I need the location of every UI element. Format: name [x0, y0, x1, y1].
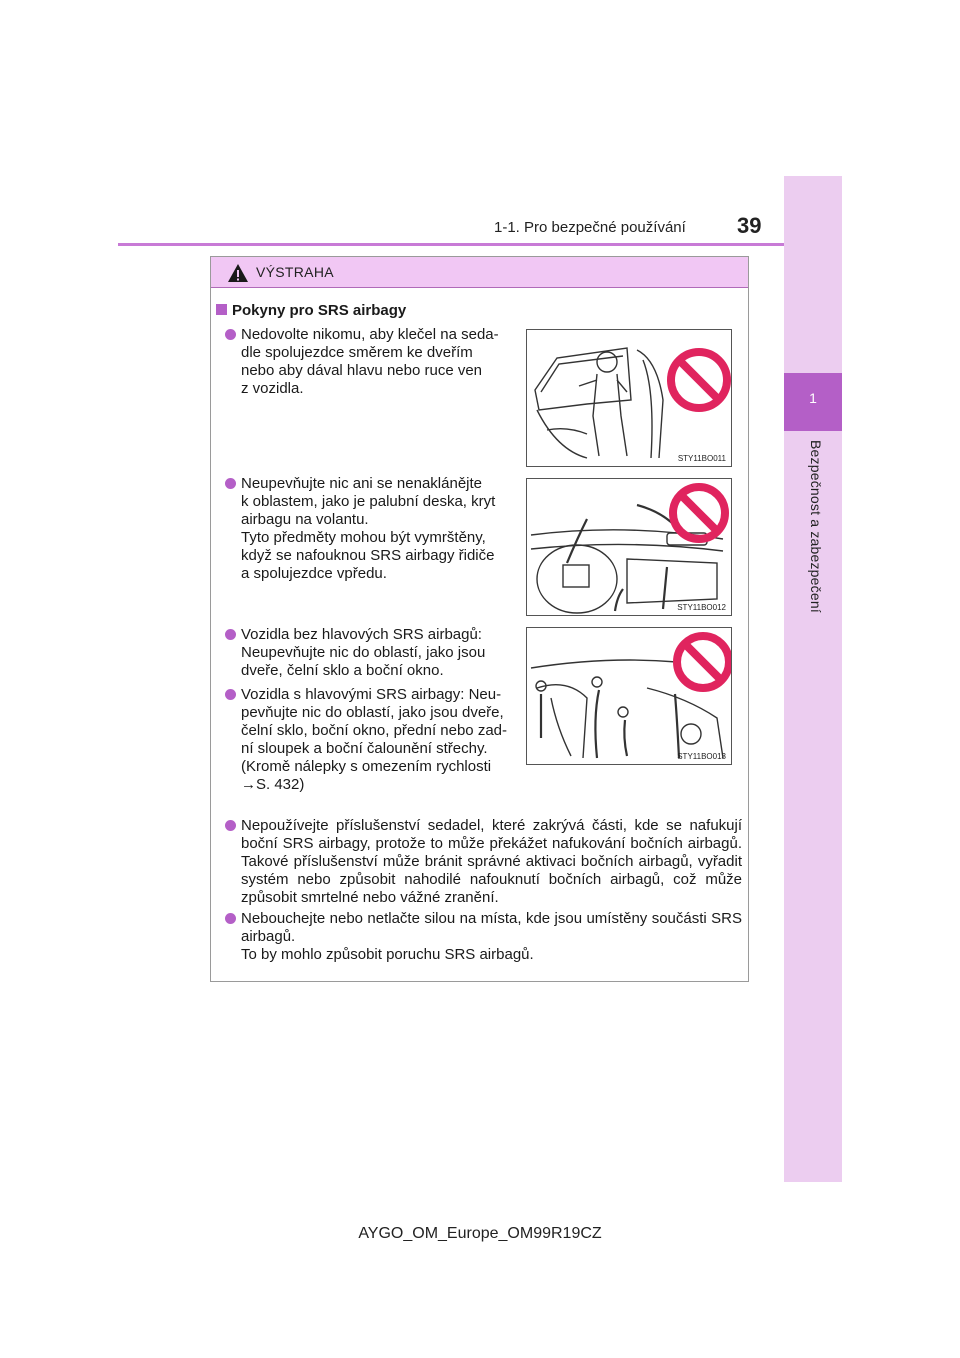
list-item: Nepoužívejte příslušenství sedadel, které zakrývá části, kde se nafukují boční SRS airbagy, protože to může překážet nafukování bočních airbagů. Takové příslušenství může bránit správné aktivaci bočních airbagů, vyřadit systém nebo způsobit nahodilé nafouknutí bočních airbagů, což může způsobit smrtelné nebo vážné zranění. — [225, 817, 742, 907]
figure-code: STY11BO011 — [677, 454, 726, 463]
bullet-dot-icon — [225, 820, 236, 831]
page-number: 39 — [737, 213, 762, 238]
list-item: Neupevňujte nic ani se nenaklánějte k oblastem, jako je palubní deska, kryt airbagu na volantu. Tyto předměty mohou být vymrštěny, když se nafouknou SRS airbagy řidiče a spolujezdce vpředu. — [225, 475, 515, 583]
bullet-dot-icon — [225, 913, 236, 924]
list-item: Nedovolte nikomu, aby klečel na seda- dle spolujezdce směrem ke dveřím nebo aby dával hlavu nebo ruce ven z vozidla. — [225, 326, 515, 398]
passenger-leaning-illustration — [527, 330, 732, 467]
bullet-dot-icon — [225, 329, 236, 340]
warning-label: VÝSTRAHA — [256, 264, 334, 280]
figure-code: STY11BO012 — [677, 603, 726, 612]
airbag-section-title: Pokyny pro SRS airbagy — [232, 302, 407, 319]
warning-header — [211, 257, 748, 288]
airbag-section-heading — [216, 302, 406, 319]
chapter-number: 1 — [809, 390, 817, 406]
bullet-dot-icon — [225, 629, 236, 640]
document-code: AYGO_OM_Europe_OM99R19CZ — [358, 1225, 602, 1242]
list-item: Vozidla s hlavovými SRS airbagy: Neu- pevňujte nic do oblastí, jako jsou dveře, čelní sklo, boční okno, přední nebo zad- ní sloupek a boční čalounění střechy. (Kromě nálepky s omezením rychlosti →S. 432) — [225, 686, 515, 794]
square-bullet-icon — [216, 304, 227, 315]
chapter-side-tab — [784, 176, 842, 1182]
bullet-dot-icon — [225, 689, 236, 700]
bullet-dot-icon — [225, 478, 236, 489]
figure-code: STY11BO013 — [677, 752, 726, 761]
figure-door-pillars — [526, 627, 732, 765]
figure-passenger-leaning — [526, 329, 732, 467]
list-item: Vozidla bez hlavových SRS airbagů: Neupevňujte nic do oblastí, jako jsou dveře, čelní sklo a boční okno. — [225, 626, 515, 680]
door-pillars-illustration — [527, 628, 732, 765]
warning-triangle-icon — [227, 263, 249, 283]
dashboard-illustration — [527, 479, 732, 616]
list-item: Nebouchejte nebo netlačte silou na místa, kde jsou umístěny součásti SRS airbagů. To by mohlo způsobit poruchu SRS airbagů. — [225, 910, 742, 964]
chapter-title: Bezpečnost a zabezpečení — [808, 440, 824, 613]
header-rule — [118, 243, 786, 246]
figure-dashboard — [526, 478, 732, 616]
section-title: 1-1. Pro bezpečné používání — [494, 219, 686, 236]
